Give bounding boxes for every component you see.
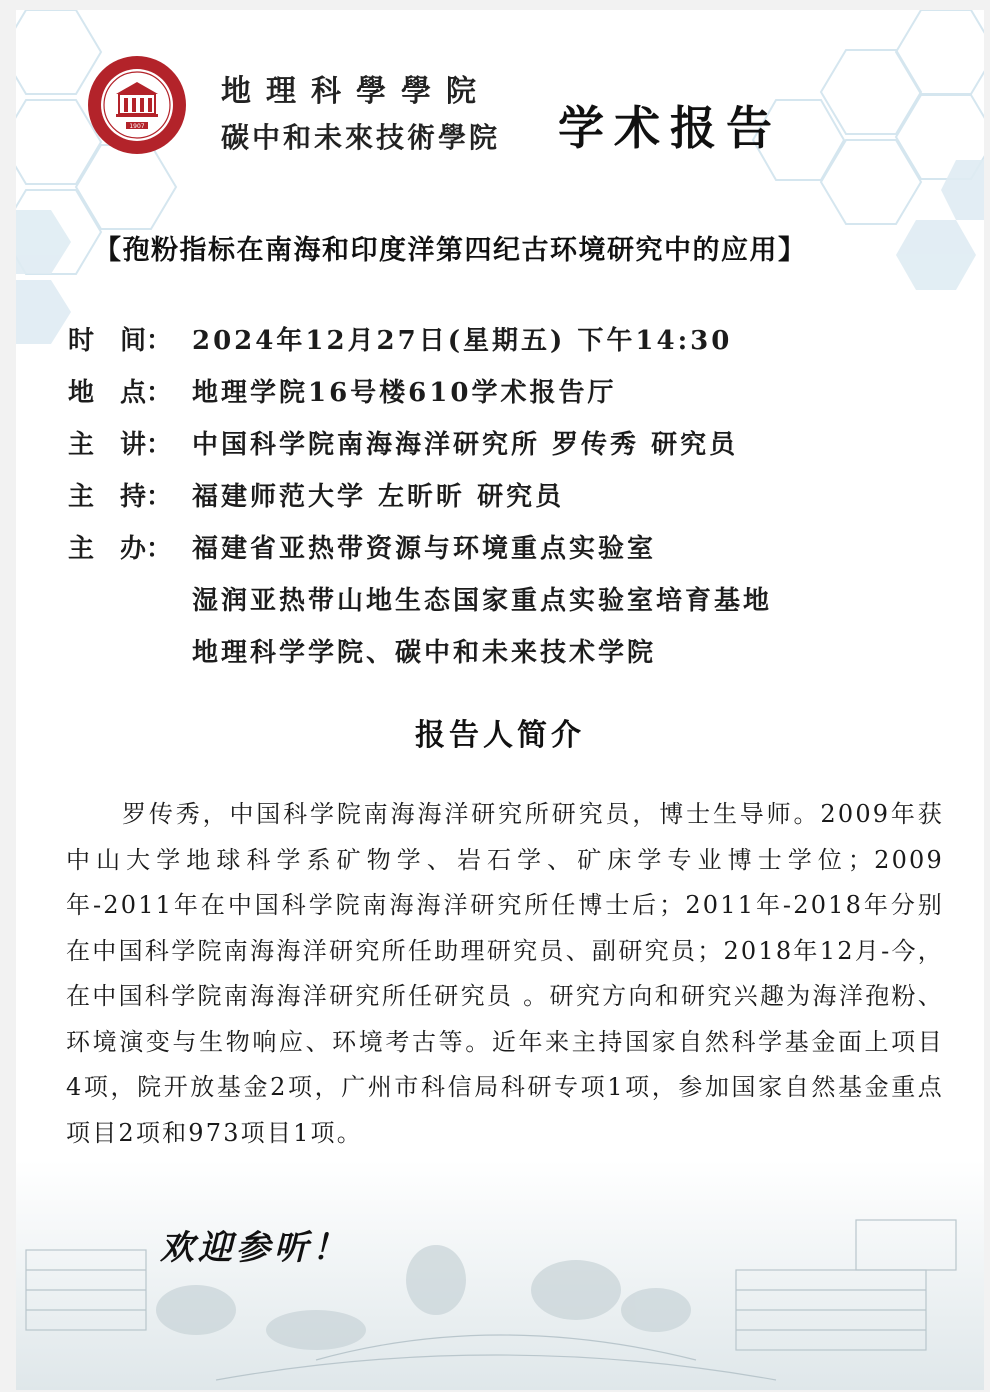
university-logo — [86, 54, 188, 156]
speaker-intro-heading: 报告人简介 — [415, 718, 585, 753]
place-label: 地 点： — [68, 378, 173, 408]
page-title: 学术报告 — [558, 101, 782, 155]
speaker-row — [68, 424, 738, 461]
organizer-value-1: 福建省亚热带资源与环境重点实验室 — [192, 534, 657, 564]
report-topic: 【孢粉指标在南海和印度洋第四纪古环境研究中的应用】 — [94, 235, 807, 266]
speaker-bio: 罗传秀，中国科学院南海海洋研究所研究员，博士生导师。2009年获中山大学地球科学系矿物学、岩石学、矿床学专业博士学位；2009年-2011年在中国科学院南海海洋研究所任博士后；2011年-2018年分别在中国科学院南海海洋研究所任助理研究员、副研究员；2018年12月-今，在中国科学院南海海洋研究所任研究员 。研究方向和研究兴趣为海洋孢粉、环境演变与生物响应、环境考古等。近年来主持国家自然科学基金面上项目4项，院开放基金2项，广州市科信局科研专项1项，参加国家自然基金重点项目2项和973项目1项。 — [66, 800, 944, 1147]
time-label: 时 间： — [68, 326, 173, 356]
campus-sketch-background — [16, 1160, 984, 1390]
host-value: 福建师范大学 左昕昕 研究员 — [192, 482, 565, 512]
institution-line-1: 地理科學學院 — [221, 74, 491, 109]
poster-page — [16, 10, 984, 1390]
place-value: 地理学院16号楼610学术报告厅 — [192, 378, 617, 408]
place-row — [68, 372, 616, 409]
logo-year: 1907 — [129, 123, 145, 130]
time-value: 2024年12月27日(星期五) 下午14:30 — [192, 326, 733, 356]
host-label: 主 持： — [68, 482, 173, 512]
time-row — [68, 320, 732, 357]
organizer-value-2: 湿润亚热带山地生态国家重点实验室培育基地 — [192, 586, 773, 616]
speaker-value: 中国科学院南海海洋研究所 罗传秀 研究员 — [192, 430, 739, 460]
host-row — [68, 476, 564, 513]
institution-line-2: 碳中和未來技術學院 — [221, 121, 501, 154]
welcome-text: 欢迎参听！ — [160, 1228, 350, 1268]
organizer-value-3: 地理科学学院、碳中和未来技术学院 — [192, 638, 657, 668]
organizer-label: 主 办： — [68, 534, 173, 564]
organizer-row — [68, 528, 656, 565]
speaker-label: 主 讲： — [68, 430, 173, 460]
